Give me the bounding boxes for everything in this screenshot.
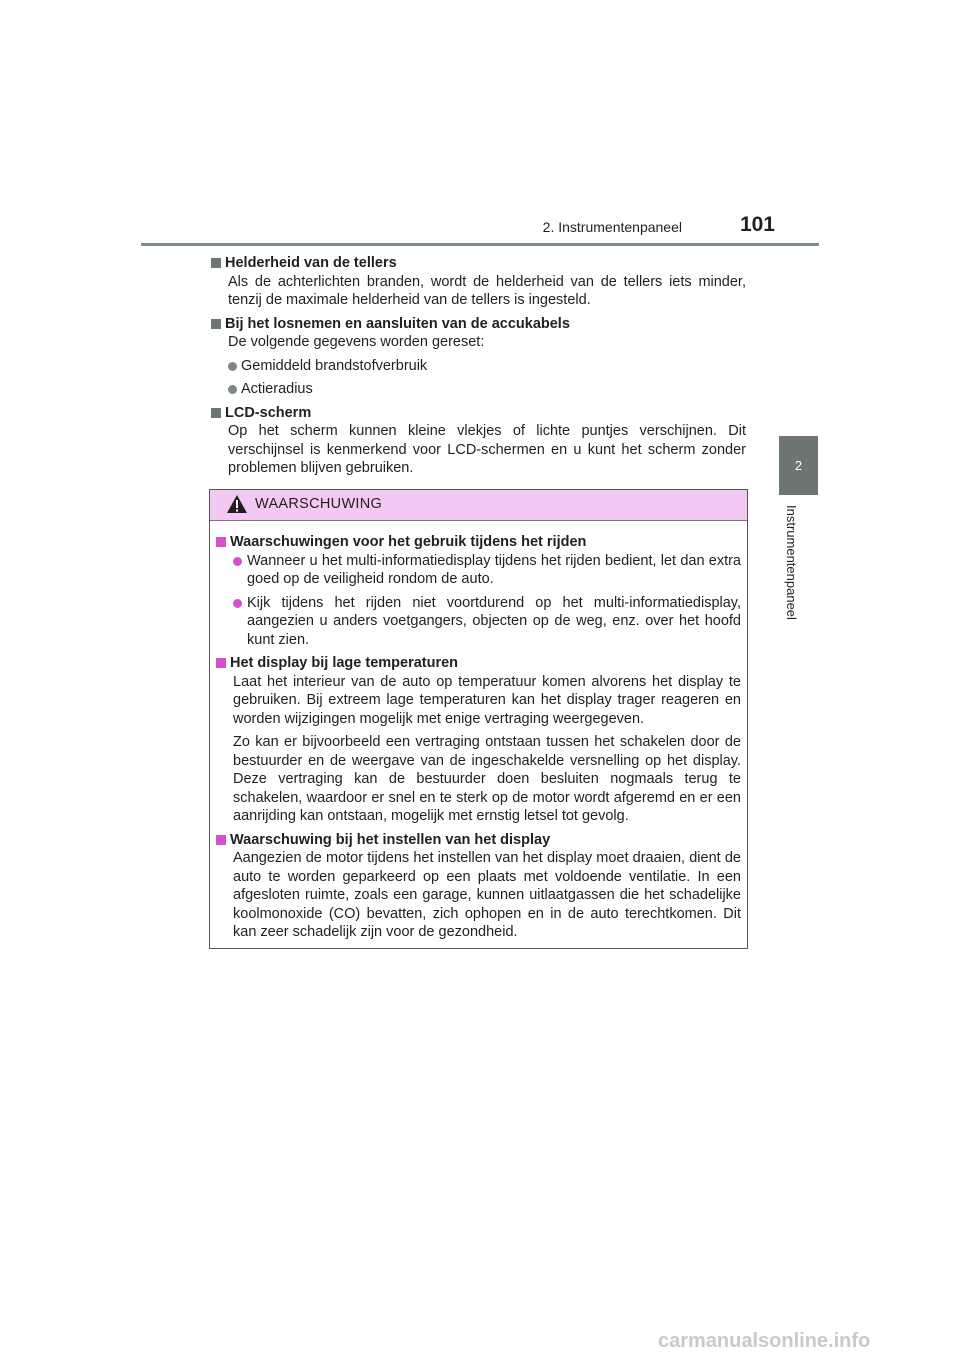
list-item: Wanneer u het multi-informatiedisplay tijdens het rijden bedient, let dan extra goed op de veiligheid rondom de auto. [216, 552, 741, 589]
main-content [211, 254, 746, 478]
list-item: Actieradius [211, 380, 746, 399]
circle-bullet-icon [228, 385, 237, 394]
warning-heading: Waarschuwingen voor het gebruik tijdens het rijden [216, 533, 741, 552]
circle-bullet-icon [228, 362, 237, 371]
warning-heading: Het display bij lage temperaturen [216, 654, 741, 673]
square-bullet-icon [216, 658, 226, 668]
square-bullet-icon [211, 319, 221, 329]
list-item: Gemiddeld brandstofverbruik [211, 357, 746, 376]
warning-content [210, 521, 747, 942]
square-bullet-icon [211, 408, 221, 418]
warning-box [209, 489, 748, 949]
warning-header [210, 490, 747, 521]
list-item: Kijk tijdens het rijden niet voortdurend op het multi-informatiedisplay, aangezien u anders voetgangers, objecten op de weg, enz. over het hoofd kunt zien. [216, 594, 741, 650]
section-body: Als de achterlichten branden, wordt de helderheid van de tellers iets minder, tenzij de maximale helderheid van de tellers is ingesteld. [228, 273, 746, 308]
header-divider [141, 243, 819, 246]
warning-body: Aangezien de motor tijdens het instellen van het display moet draaien, dient de auto te worden geparkeerd op een plaats met voldoende ventilatie. In een afgesloten ruimte, zoals een garage, kunnen uitlaatgassen die het schadelijke koolmonoxide (CO) bevatten, zich ophopen en in de auto terechtkomen. Dit kan zeer schadelijk zijn voor de gezondheid. [233, 850, 741, 940]
chapter-label: Instrumentenpaneel [784, 505, 799, 620]
square-bullet-icon [216, 537, 226, 547]
warning-body: Laat het interieur van de auto op temperatuur komen alvorens het display te gebruiken. Bij extreem lage temperaturen kan het display trager reageren en worden wijzigingen mogelijk met enige vertraging weergegeven. [233, 673, 741, 727]
section-heading: Bij het losnemen en aansluiten van de accukabels [211, 315, 746, 334]
square-bullet-icon [211, 258, 221, 268]
circle-bullet-icon [233, 599, 242, 608]
section-body: Op het scherm kunnen kleine vlekjes of lichte puntjes verschijnen. Dit verschijnsel is kenmerkend voor LCD-schermen en u kunt het scherm zonder problemen blijven gebruiken. [228, 423, 746, 476]
page-number: 101 [739, 213, 775, 236]
section-heading: LCD-scherm [211, 404, 746, 423]
square-bullet-icon [216, 835, 226, 845]
section-body: De volgende gegevens worden gereset: [228, 334, 485, 350]
warning-title: WAARSCHUWING [255, 496, 383, 512]
chapter-tab[interactable]: 2 [779, 436, 818, 495]
circle-bullet-icon [233, 557, 242, 566]
warning-triangle-icon [226, 494, 248, 514]
warning-heading: Waarschuwing bij het instellen van het display [216, 831, 741, 850]
section-heading: Helderheid van de tellers [211, 254, 746, 273]
watermark: carmanualsonline.info [658, 1330, 871, 1352]
section-title: 2. Instrumentenpaneel [542, 219, 682, 235]
warning-body: Zo kan er bijvoorbeeld een vertraging ontstaan tussen het schakelen door de bestuurder en de weergave van de ingeschakelde versnelling op het display. Deze vertraging kan de bestuurder doen besluiten nogmaals terug te schakelen, waardoor er snel en te sterk op de motor wordt afgeremd en er een aanrijding kan ontstaan, mogelijk met ernstig letsel tot gevolg. [233, 734, 741, 824]
